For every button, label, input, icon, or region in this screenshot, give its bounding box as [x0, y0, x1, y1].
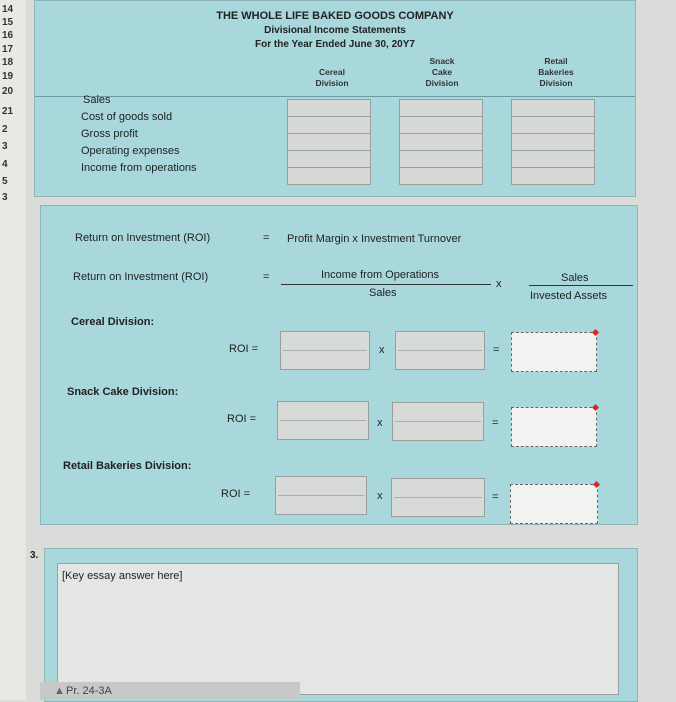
times-sign: x [377, 417, 383, 429]
column-header-line: Division [425, 78, 459, 88]
cereal-input-column [287, 99, 371, 185]
column-header-line: Division [539, 78, 573, 88]
input-cell[interactable] [400, 100, 482, 117]
input-cell[interactable] [400, 134, 482, 151]
row-number: 19 [2, 71, 14, 82]
input-cell[interactable] [400, 151, 482, 168]
column-header-line: Snack [429, 56, 455, 66]
times-sign: x [496, 278, 502, 290]
column-header-line: Bakeries [538, 67, 574, 77]
retail-bakeries-input-column [511, 99, 595, 185]
equals-sign: = [492, 491, 499, 503]
box-divider [398, 350, 482, 351]
statement-header [35, 1, 635, 97]
statement-period: For the Year Ended June 30, 20Y7 [255, 39, 415, 50]
roi-equals-label: ROI = [221, 488, 251, 500]
equals-sign: = [263, 232, 270, 244]
input-cell[interactable] [288, 151, 370, 168]
times-sign: x [379, 344, 385, 356]
column-header-line: Division [315, 78, 349, 88]
input-cell[interactable] [400, 117, 482, 134]
column-header-snack-cake [397, 56, 487, 89]
row-label-income-from-operations: Income from operations [81, 162, 197, 174]
roi-answer-input[interactable] [511, 332, 597, 372]
roi-equals-label: ROI = [229, 343, 259, 355]
company-title: THE WHOLE LIFE BAKED GOODS COMPANY [216, 10, 454, 22]
box-divider [278, 495, 364, 496]
box-divider [394, 497, 482, 498]
section3-number: 3. [30, 550, 39, 561]
equals-sign: = [493, 344, 500, 356]
row-label-operating-expenses: Operating expenses [81, 145, 180, 157]
row-number: 18 [2, 57, 14, 68]
essay-placeholder: [Key essay answer here] [62, 570, 183, 582]
essay-panel [44, 548, 638, 702]
row-number: 2 [2, 124, 8, 135]
input-cell[interactable] [288, 117, 370, 134]
column-header-retail-bakeries [511, 56, 601, 89]
input-cell[interactable] [288, 134, 370, 151]
row-number: 4 [2, 159, 8, 170]
row-label-gross-profit: Gross profit [81, 128, 138, 140]
column-header-cereal [287, 56, 377, 89]
fraction1-denominator: Sales [369, 287, 397, 299]
equals-sign: = [492, 417, 499, 429]
input-cell[interactable] [512, 100, 594, 117]
row-label-sales: Sales [83, 94, 111, 106]
fraction2-denominator: Invested Assets [530, 290, 608, 302]
input-cell[interactable] [288, 168, 370, 184]
fraction2-numerator: Sales [561, 272, 589, 284]
input-cell[interactable] [400, 168, 482, 184]
profit-margin-input[interactable] [280, 331, 370, 370]
lock-icon: ▲ [54, 685, 65, 697]
footer-bar [40, 682, 300, 700]
row-number: 15 [2, 17, 14, 28]
roi-answer-input[interactable] [511, 407, 597, 447]
profit-margin-input[interactable] [275, 476, 367, 515]
times-sign: x [377, 490, 383, 502]
roi-panel [40, 205, 638, 525]
input-cell[interactable] [288, 100, 370, 117]
row-number-strip [0, 0, 26, 700]
essay-answer-textarea[interactable] [57, 563, 619, 695]
roi-label: Return on Investment (ROI) [75, 232, 211, 244]
roi-formula: Profit Margin x Investment Turnover [287, 233, 462, 245]
box-divider [395, 421, 481, 422]
division-label-cereal: Cereal Division: [71, 316, 155, 328]
income-statement-panel [34, 0, 636, 197]
row-number: 3 [2, 192, 8, 203]
box-divider [280, 420, 366, 421]
roi-label-expanded: Return on Investment (ROI) [73, 271, 209, 283]
footer-label: Pr. 24-3A [66, 685, 112, 697]
row-number: 5 [2, 176, 8, 187]
snack-cake-input-column [399, 99, 483, 185]
fraction1-line [281, 284, 491, 285]
column-header-line: Cereal [319, 67, 345, 77]
statement-subtitle: Divisional Income Statements [264, 25, 406, 36]
investment-turnover-input[interactable] [392, 402, 484, 441]
row-label-cost-of-goods-sold: Cost of goods sold [81, 111, 173, 123]
input-cell[interactable] [512, 134, 594, 151]
row-number: 21 [2, 106, 14, 117]
box-divider [283, 350, 367, 351]
row-number: 3 [2, 141, 8, 152]
column-header-line: Cake [431, 67, 453, 77]
row-number: 20 [2, 86, 14, 97]
division-label-retail-bakeries: Retail Bakeries Division: [63, 460, 192, 472]
profit-margin-input[interactable] [277, 401, 369, 440]
row-number: 17 [2, 44, 14, 55]
investment-turnover-input[interactable] [391, 478, 485, 517]
input-cell[interactable] [512, 117, 594, 134]
row-number: 14 [2, 4, 14, 15]
fraction2-line [529, 285, 633, 286]
fraction1-numerator: Income from Operations [321, 269, 439, 281]
row-number: 16 [2, 30, 14, 41]
input-cell[interactable] [512, 168, 594, 184]
column-header-line: Retail [544, 56, 568, 66]
input-cell[interactable] [512, 151, 594, 168]
investment-turnover-input[interactable] [395, 331, 485, 370]
equals-sign: = [263, 271, 270, 283]
roi-answer-input[interactable] [510, 484, 598, 524]
roi-equals-label: ROI = [227, 413, 257, 425]
division-label-snack-cake: Snack Cake Division: [67, 386, 179, 398]
